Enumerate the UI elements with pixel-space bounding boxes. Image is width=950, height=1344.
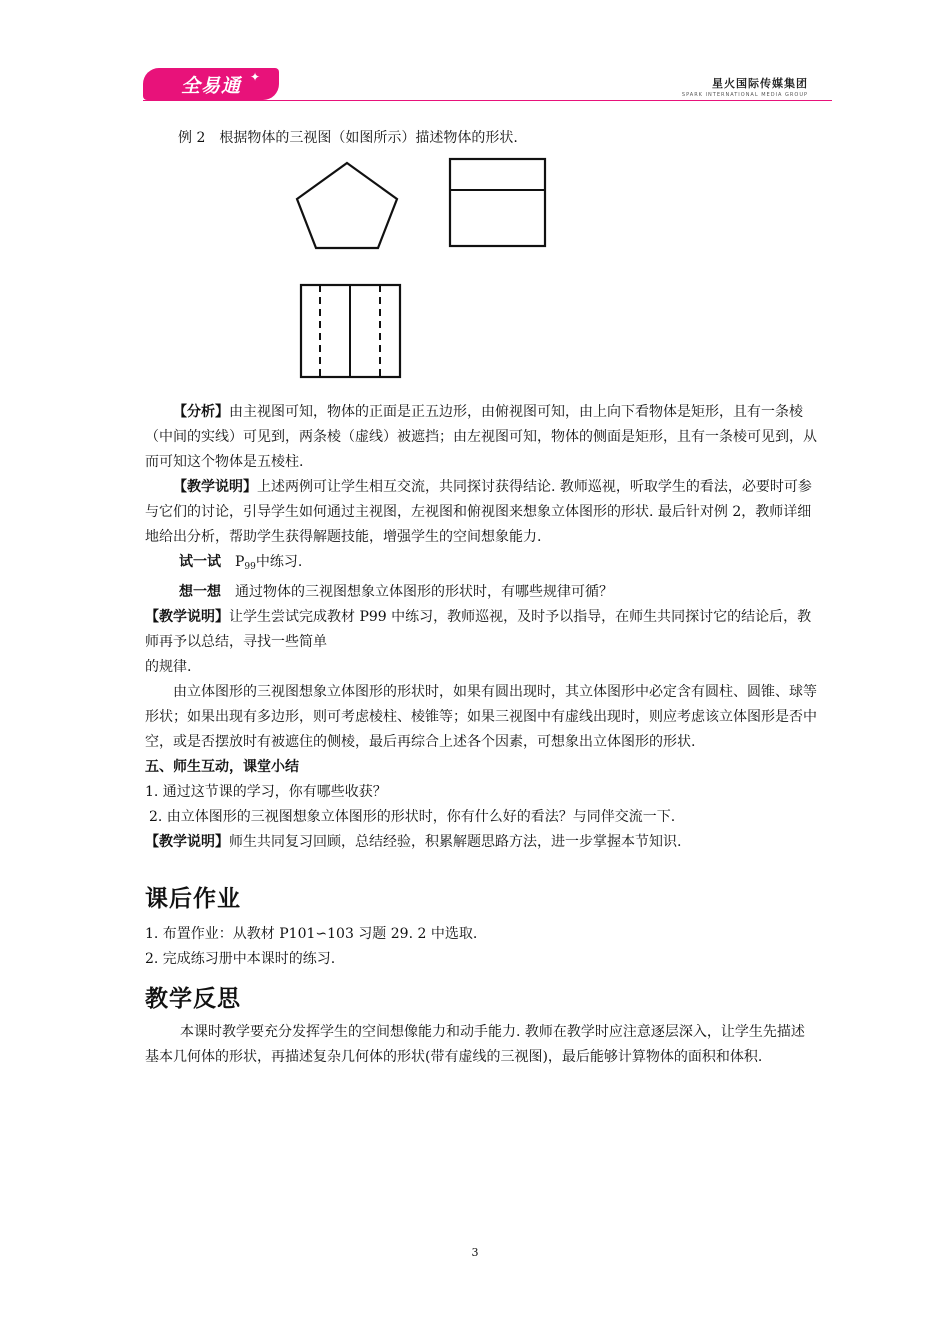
homework-heading: 课后作业 <box>145 886 241 912</box>
try-it-p: P <box>235 554 245 570</box>
publisher-brand <box>682 75 808 98</box>
try-it-text: 中练习. <box>255 554 303 570</box>
example-title: 例 2 根据物体的三视图（如图所示）描述物体的形状. <box>178 130 518 146</box>
homework-item-2: 2. 完成练习册中本课时的练习. <box>145 951 336 967</box>
brand-english: SPARK INTERNATIONAL MEDIA GROUP <box>681 92 808 98</box>
sparkle-icon: ✦ <box>249 70 261 84</box>
teaching-note-2-text: 让学生尝试完成教材 P99 中练习，教师巡视，及时予以指导，在师生共同探讨它的结论后，教师再予以总结，寻找一些简单 <box>145 609 812 650</box>
section5-title: 五、师生互动，课堂小结 <box>145 759 299 775</box>
rules-paragraph: 由立体图形的三视图想象立体图形的形状时，如果有圆出现时，其立体图形中必定含有圆柱、圆锥、球等形状；如果出现有多边形，则可考虑棱柱、棱锥等；如果三视图中有虚线出现时，则应考虑该立体图形是否中空，或是否摆放时有被遮住的侧棱，最后再综合上述各个因素，可想象出立体图形的形状. <box>145 684 817 750</box>
pentagon-shape <box>297 163 397 248</box>
homework-list <box>145 922 817 972</box>
teaching-note-2-label: 【教学说明】 <box>145 609 229 625</box>
reflection-text: 本课时教学要充分发挥学生的空间想像能力和动手能力. 教师在教学时应注意逐层深入，让学生先描述基本几何体的形状，再描述复杂几何体的形状(带有虚线的三视图)，最后能够计算物体的面积和体积. <box>145 1024 805 1065</box>
try-it-page-sub: 99 <box>244 562 256 572</box>
try-it-line <box>145 550 817 580</box>
homework-item-1: 1. 布置作业：从教材 P101∽103 习题 29. 2 中选取. <box>145 926 478 942</box>
reflection-body <box>145 1020 817 1070</box>
left-view-rectangle <box>299 283 403 379</box>
reflection-heading: 教学反思 <box>145 986 241 1012</box>
header-divider <box>143 100 832 101</box>
teaching-note-3-label: 【教学说明】 <box>145 834 229 850</box>
top-view-outline <box>450 159 545 246</box>
top-view-rectangle <box>448 157 548 249</box>
logo-text: 全易通 <box>180 74 241 97</box>
section5-q1: 1. 通过这节课的学习，你有哪些收获？ <box>145 784 387 800</box>
front-view-pentagon <box>295 158 415 253</box>
think-label: 想一想 <box>179 584 221 600</box>
think-text: 通过物体的三视图想象立体图形的形状时，有哪些规律可循？ <box>235 584 613 600</box>
analysis-label: 【分析】 <box>173 404 229 420</box>
section5-q2: 2. 由立体图形的三视图想象立体图形的形状时，你有什么好的看法？与同伴交流一下. <box>149 809 676 825</box>
teaching-note-1-label: 【教学说明】 <box>173 479 257 495</box>
page-number: 3 <box>471 1246 479 1259</box>
brand-name: 星火国际传媒集团 <box>712 77 808 90</box>
think-line <box>145 580 817 605</box>
teaching-note-1-text: 上述两例可让学生相互交流，共同探讨获得结论. 教师巡视，听取学生的看法，必要时可参与它们的讨论，引导学生如何通过主视图，左视图和俯视图来想象立体图形的形状. 最后针对例 2，教师详细地给出分析，帮助学生获得解题技能，增强学生的空间想象能力. <box>145 479 812 545</box>
brand-logo <box>143 68 279 100</box>
teaching-note-3-text: 师生共同复习回顾，总结经验，积累解题思路方法，进一步掌握本节知识. <box>229 834 682 850</box>
teaching-note-2-tail: 的规律. <box>145 659 192 675</box>
analysis-paragraph <box>145 400 817 855</box>
try-it-label: 试一试 <box>179 554 221 570</box>
analysis-text: 由主视图可知，物体的正面是正五边形，由俯视图可知，由上向下看物体是矩形，且有一条棱（中间的实线）可见到，两条棱（虚线）被遮挡；由左视图可知，物体的侧面是矩形，且有一条棱可见到，从而可知这个物体是五棱柱. <box>145 404 817 470</box>
